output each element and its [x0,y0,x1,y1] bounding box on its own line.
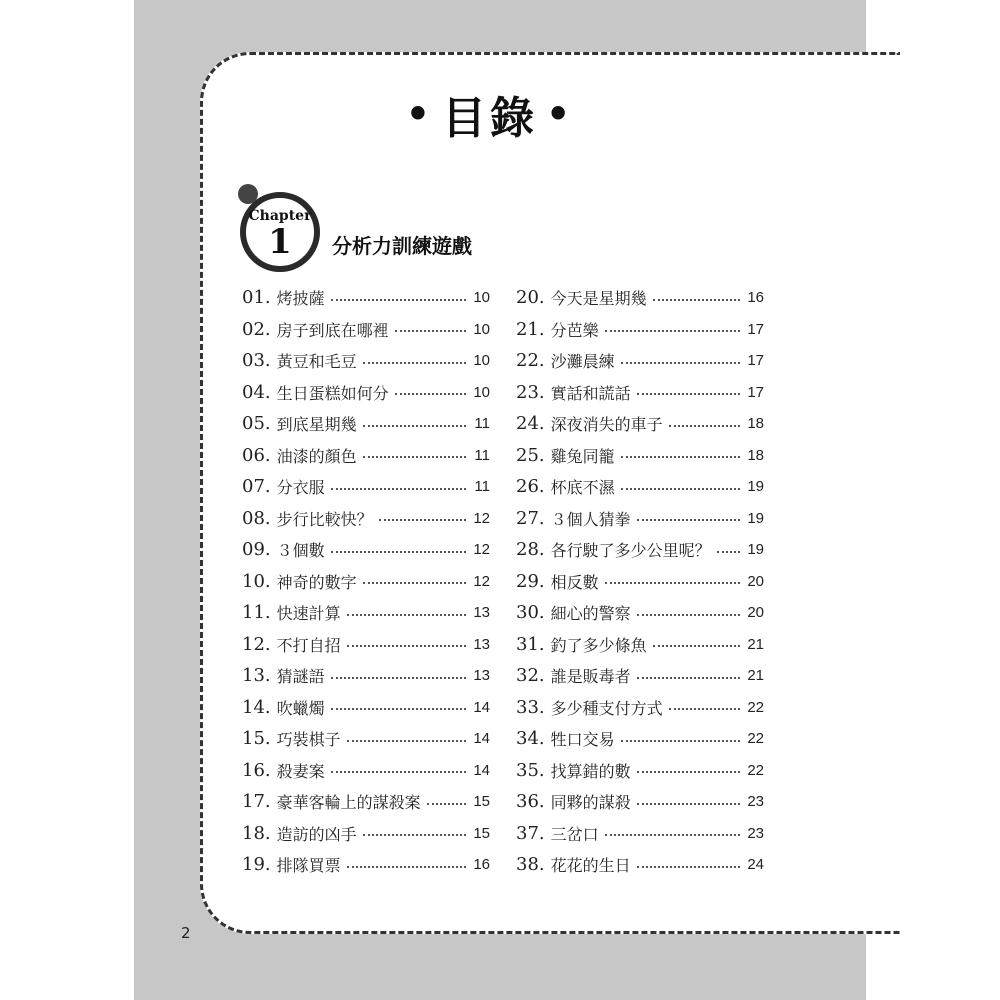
toc-entry-title: 同夥的謀殺 [550,793,631,813]
toc-entry[interactable] [242,566,490,598]
dot-leader [331,299,466,301]
dot-leader [363,834,466,836]
dot-leader [379,519,466,521]
toc-entry-title: 雞兔同籠 [550,446,615,466]
toc-entry-number: 17. [242,791,271,813]
toc-entry[interactable] [516,597,764,629]
toc-entry[interactable] [516,723,764,755]
toc-entry-title: 猜謎語 [276,667,325,687]
toc-entry-number: 22. [516,350,545,372]
dot-leader [669,425,740,427]
toc-entry[interactable] [242,786,490,818]
toc-entry-page: 20 [747,604,764,622]
toc-entry-number: 10. [242,570,271,592]
toc-entry[interactable] [516,692,764,724]
dot-leader [347,614,466,616]
toc-entry-number: 28. [516,539,545,561]
toc-entry-title: 多少種支付方式 [550,698,663,718]
chapter-badge-dot [238,184,258,204]
toc-entry[interactable] [516,503,764,535]
toc-entry-number: 27. [516,507,545,529]
toc-entry-number: 23. [516,381,545,403]
toc-entry-title: 油漆的顏色 [276,446,357,466]
toc-entry-page: 10 [473,320,490,338]
title-dot-left: • [405,91,434,136]
toc-entry[interactable] [242,629,490,661]
dot-leader [717,551,740,553]
toc-entry[interactable] [516,282,764,314]
toc-entry-page: 21 [747,667,764,685]
toc-entry-page: 14 [473,730,490,748]
toc-entry-number: 26. [516,476,545,498]
toc-entry-title: 到底星期幾 [276,415,357,435]
toc-entry-number: 20. [516,287,545,309]
toc-entry-page: 11 [474,415,490,433]
toc-entry-number: 34. [516,728,545,750]
toc-entry-number: 19. [242,854,271,876]
toc-entry-number: 06. [242,444,271,466]
dot-leader [637,771,740,773]
toc-entry[interactable] [516,471,764,503]
dot-leader [331,488,466,490]
toc-entry-title: ３個人猜拳 [550,509,631,529]
dot-leader [621,456,740,458]
toc-column-left [242,282,490,881]
dot-leader [363,456,466,458]
dot-leader [669,708,740,710]
toc-entry-number: 13. [242,665,271,687]
toc-entry-page: 23 [747,793,764,811]
dot-leader [637,677,740,679]
toc-entry-page: 10 [473,383,490,401]
toc-entry[interactable] [242,660,490,692]
title-text: 目錄 [442,93,538,144]
dot-leader [331,771,466,773]
toc-entry[interactable] [516,408,764,440]
toc-entry-title: 殺妻案 [276,761,325,781]
toc-entry[interactable] [516,377,764,409]
toc-entry-number: 02. [242,318,271,340]
toc-entry-title: 造訪的凶手 [276,824,357,844]
dot-leader [395,393,466,395]
toc-entry[interactable] [516,818,764,850]
dot-leader [653,645,740,647]
toc-entry[interactable] [242,314,490,346]
toc-entry-title: ３個數 [276,541,325,561]
toc-entry-number: 30. [516,602,545,624]
dot-leader [637,803,740,805]
toc-entry-page: 13 [473,635,490,653]
dot-leader [605,834,740,836]
toc-entry-page: 15 [473,793,490,811]
toc-entry-number: 25. [516,444,545,466]
dot-leader [347,645,466,647]
toc-entry-number: 31. [516,633,545,655]
toc-entry[interactable] [242,282,490,314]
toc-entry-number: 04. [242,381,271,403]
toc-entry-page: 23 [747,824,764,842]
toc-entry[interactable] [242,471,490,503]
title-dot-right: • [546,91,575,136]
page-title [200,82,780,146]
dot-leader [605,330,740,332]
toc-entry[interactable] [516,566,764,598]
toc-entry-title: 細心的警察 [550,604,631,624]
toc-entry-title: 排隊買票 [276,856,341,876]
toc-entry-title: 生日蛋糕如何分 [276,383,389,403]
toc-entry-title: 找算錯的數 [550,761,631,781]
toc-entry-number: 01. [242,287,271,309]
dot-leader [637,519,740,521]
toc-entry-title: 烤披薩 [276,289,325,309]
toc-entry-title: 杯底不濕 [550,478,615,498]
toc-entry-title: 神奇的數字 [276,572,357,592]
toc-entry[interactable] [516,786,764,818]
toc-entry-title: 分芭樂 [550,320,599,340]
toc-entry[interactable] [242,345,490,377]
toc-entry-page: 12 [473,572,490,590]
toc-entry[interactable] [516,534,764,566]
toc-entry-page: 24 [747,856,764,874]
toc-entry-page: 11 [474,478,490,496]
dot-leader [347,740,466,742]
page-number: 2 [181,924,191,942]
toc-entry-page: 14 [473,698,490,716]
dot-leader [637,866,740,868]
toc-entry-number: 24. [516,413,545,435]
toc-entry-page: 13 [473,604,490,622]
toc-entry[interactable] [242,755,490,787]
dot-leader [637,614,740,616]
toc-entry-title: 誰是販毒者 [550,667,631,687]
dot-leader [621,740,740,742]
toc-entry-title: 分衣服 [276,478,325,498]
chapter-word: Chapter [248,208,312,224]
toc-entry-page: 10 [473,289,490,307]
toc-entry-number: 33. [516,696,545,718]
toc-entry-title: 房子到底在哪裡 [276,320,389,340]
toc-entry-title: 沙灘晨練 [550,352,615,372]
toc-entry-number: 32. [516,665,545,687]
toc-entry-title: 相反數 [550,572,599,592]
toc-entry-number: 09. [242,539,271,561]
toc-entry-number: 08. [242,507,271,529]
toc-entry-page: 15 [473,824,490,842]
toc-entry-title: 巧裝棋子 [276,730,341,750]
dot-leader [363,582,466,584]
toc-entry-number: 07. [242,476,271,498]
dot-leader [363,362,466,364]
toc-entry[interactable] [242,377,490,409]
toc-entry-number: 37. [516,822,545,844]
toc-entry-title: 步行比較快？ [276,509,373,529]
dot-leader [331,551,466,553]
toc-entry-page: 22 [747,698,764,716]
toc-entry-title: 快速計算 [276,604,341,624]
toc-entry-number: 21. [516,318,545,340]
toc-entry[interactable] [242,503,490,535]
toc-entry[interactable] [516,314,764,346]
toc-entry-number: 36. [516,791,545,813]
dot-leader [363,425,466,427]
toc-entry[interactable] [242,440,490,472]
toc-entry-page: 16 [473,856,490,874]
dot-leader [621,488,740,490]
toc-entry-page: 12 [473,541,490,559]
toc-entry-page: 11 [474,446,490,464]
toc-entry-title: 釣了多少條魚 [550,635,647,655]
toc-entry-page: 17 [747,320,764,338]
toc-entry-number: 18. [242,822,271,844]
toc-entry-number: 14. [242,696,271,718]
toc-entry-number: 15. [242,728,271,750]
toc-entry-page: 18 [747,446,764,464]
toc-entry-number: 29. [516,570,545,592]
dot-leader [621,362,740,364]
toc-entry[interactable] [516,345,764,377]
toc-entry[interactable] [242,723,490,755]
toc-entry-title: 深夜消失的車子 [550,415,663,435]
chapter-title: 分析力訓練遊戲 [332,234,472,258]
toc-entry-title: 三岔口 [550,824,599,844]
dot-leader [427,803,466,805]
toc-entry-title: 牲口交易 [550,730,615,750]
dot-leader [331,677,466,679]
toc-entry-page: 10 [473,352,490,370]
toc-entry-number: 35. [516,759,545,781]
toc-entry-page: 19 [747,541,764,559]
toc-entry-title: 黃豆和毛豆 [276,352,357,372]
toc-entry-title: 豪華客輪上的謀殺案 [276,793,421,813]
toc-entry-number: 16. [242,759,271,781]
toc-entry-page: 17 [747,383,764,401]
toc-entry[interactable] [242,408,490,440]
toc-entry-page: 18 [747,415,764,433]
dot-leader [395,330,466,332]
toc-entry-title: 實話和謊話 [550,383,631,403]
toc-entry-number: 03. [242,350,271,372]
toc-entry[interactable] [242,849,490,881]
toc-entry-page: 20 [747,572,764,590]
toc-entry[interactable] [516,440,764,472]
dot-leader [653,299,740,301]
toc-entry-page: 22 [747,761,764,779]
toc-entry[interactable] [242,597,490,629]
toc-entry[interactable] [516,755,764,787]
dot-leader [347,866,466,868]
toc-entry-page: 19 [747,478,764,496]
toc-entry[interactable] [516,629,764,661]
toc-entry-title: 花花的生日 [550,856,631,876]
toc-entry-title: 今天是星期幾 [550,289,647,309]
toc-entry-page: 19 [747,509,764,527]
toc-entry[interactable] [242,534,490,566]
toc-entry-number: 38. [516,854,545,876]
toc-entry-page: 21 [747,635,764,653]
toc-entry-title: 吹蠟燭 [276,698,325,718]
toc-entry-page: 22 [747,730,764,748]
toc-entry[interactable] [516,849,764,881]
dot-leader [637,393,740,395]
toc-entry-page: 12 [473,509,490,527]
toc-entry-title: 各行駛了多少公里呢？ [550,541,711,561]
toc-entry-page: 16 [747,289,764,307]
chapter-number: 1 [268,222,292,262]
toc-entry-page: 14 [473,761,490,779]
toc-entry-title: 不打自招 [276,635,341,655]
toc-entry[interactable] [516,660,764,692]
toc-entry-number: 12. [242,633,271,655]
dot-leader [605,582,740,584]
toc-entry-page: 17 [747,352,764,370]
toc-entry-number: 11. [242,602,271,624]
toc-entry-page: 13 [473,667,490,685]
toc-entry-number: 05. [242,413,271,435]
toc-entry[interactable] [242,818,490,850]
dot-leader [331,708,466,710]
toc-column-right [516,282,764,881]
toc-entry[interactable] [242,692,490,724]
